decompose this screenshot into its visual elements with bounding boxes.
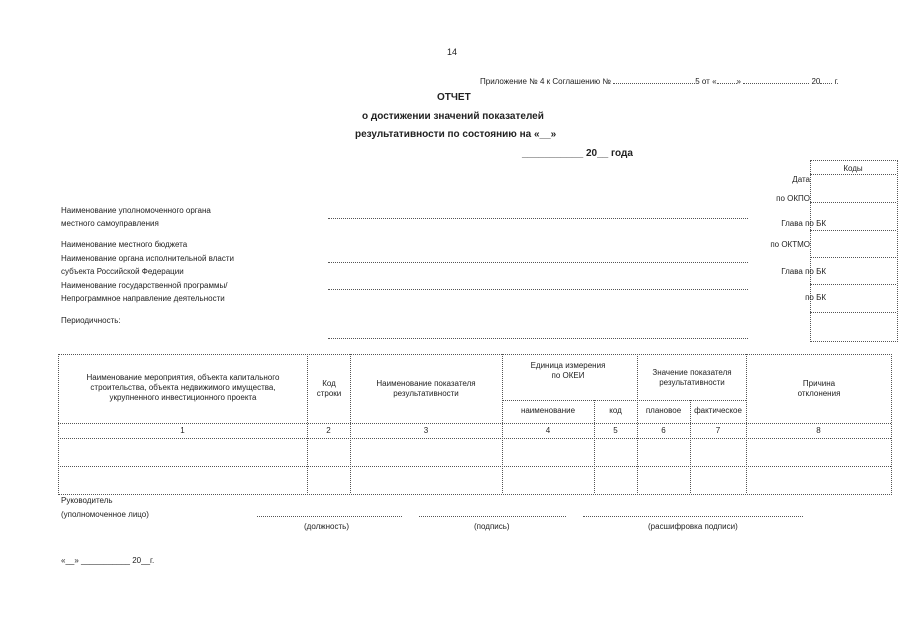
col-number-3: 3 (423, 426, 429, 435)
field-periodicity[interactable] (328, 338, 748, 339)
label-periodicity: Периодичность: (61, 316, 121, 325)
report-subtitle-2: результативности по состоянию на «__» (355, 129, 557, 140)
table-row[interactable] (59, 467, 890, 492)
appendix-year-suffix: г. (834, 77, 839, 86)
report-subtitle-1: о достижении значений показателей (362, 111, 544, 122)
header-unit-group: Единица измерения по ОКЕИ (530, 361, 606, 380)
header-reason: Причина отклонения (797, 379, 841, 398)
header-event-name: Наименование мероприятия, объекта капитального строительства, объекта недвижимого имущества, укрупненного инвестиционного проекта (86, 373, 280, 402)
field-executive-body[interactable] (328, 262, 748, 263)
col-number-7: 7 (715, 426, 721, 435)
label-local-budget: Наименование местного бюджета (61, 240, 188, 249)
sign-date-year: 20__г. (132, 556, 155, 565)
header-value-plan: плановое (645, 406, 682, 415)
header-unit-code: код (609, 406, 622, 415)
col-number-2: 2 (326, 426, 331, 435)
appendix-year-prefix: 20 (811, 77, 821, 86)
sign-date-day: «__» (61, 556, 79, 565)
appendix-line (480, 77, 839, 87)
codes-header: Коды (843, 164, 863, 173)
header-indicator-name: Наименование показателя результативности (376, 379, 476, 398)
signature-head-sub: (уполномоченное лицо) (61, 510, 149, 519)
code-label-date: Дата (792, 175, 810, 184)
field-program[interactable] (328, 289, 748, 290)
header-value-fact: фактическое (694, 406, 742, 415)
codes-box (810, 160, 898, 342)
field-position[interactable] (257, 516, 402, 517)
label-executive-body-1: Наименование органа исполнительной власти (61, 254, 234, 263)
header-unit-name: наименование (520, 406, 576, 415)
field-signature[interactable] (419, 516, 566, 517)
code-label-bk: по БК (805, 293, 826, 302)
table-row[interactable] (59, 439, 890, 465)
code-label-glava-bk-1: Глава по БК (781, 219, 826, 228)
label-program-1: Наименование государственной программы/ (61, 281, 228, 290)
appendix-mid: 5 от « (695, 77, 717, 86)
sign-date-month: ___________ (81, 556, 130, 565)
appendix-mid2: » (736, 77, 741, 86)
code-label-okpo: по ОКПО (776, 194, 810, 203)
code-label-glava-bk-2: Глава по БК (781, 267, 826, 276)
signature-head: Руководитель (61, 496, 113, 505)
col-number-1: 1 (180, 426, 185, 435)
header-row-code: Код строки (316, 379, 342, 398)
report-date-blank: ___________ (522, 148, 584, 159)
label-executive-body-2: субъекта Российской Федерации (61, 267, 184, 276)
col-number-8: 8 (816, 426, 821, 435)
page-number: 14 (447, 47, 458, 57)
report-subtitle-3 (522, 148, 633, 159)
report-title: ОТЧЕТ (437, 92, 471, 103)
report-year: 20__ года (585, 148, 633, 159)
sign-date (61, 556, 154, 566)
label-authorized-body-1: Наименование уполномоченного органа (61, 206, 211, 215)
col-number-4: 4 (545, 426, 551, 435)
col-number-5: 5 (613, 426, 618, 435)
caption-signature: (подпись) (474, 522, 510, 531)
caption-signature-decode: (расшифровка подписи) (648, 522, 738, 531)
header-value-group: Значение показателя результативности (652, 368, 732, 387)
label-program-2: Непрограммное направление деятельности (61, 294, 225, 303)
code-label-oktmo: по ОКТМО (770, 240, 810, 249)
field-authorized-body[interactable] (328, 218, 748, 219)
col-number-6: 6 (661, 426, 666, 435)
field-signature-decode[interactable] (583, 516, 803, 517)
appendix-prefix: Приложение № 4 к Соглашению № (480, 77, 611, 86)
label-authorized-body-2: местного самоуправления (61, 219, 159, 228)
caption-position: (должность) (304, 522, 349, 531)
